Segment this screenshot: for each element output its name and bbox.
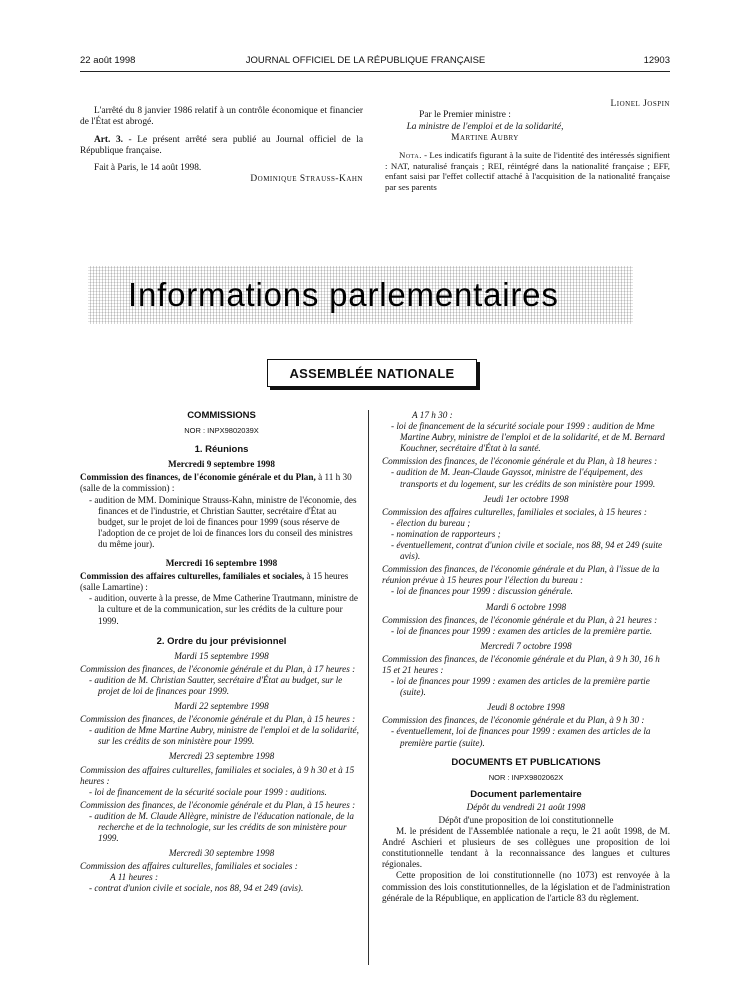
nor-right: NOR : INPX9802062X (488, 772, 564, 782)
entry-item: - audition de M. Christian Sautter, secrétaire d'État au budget, sur le projet de loi de finances pour 1999. (89, 674, 343, 696)
entry-commission: Commission des finances, de l'économie générale et du Plan, à 18 heures : (382, 456, 658, 467)
nor-left: NOR : INPX9802039X (184, 426, 259, 436)
entry-item: - loi de financement de la sécurité sociale pour 1999 : audition de Mme Martine Aubry, ministre de l'emploi et de la solidarité, et de M. Bernard Kouchner, secrétaire d'État à la santé. (391, 421, 665, 454)
date-heading: Mardi 22 septembre 1998 (174, 701, 269, 712)
fait-a-paris: Fait à Paris, le 14 août 1998. (94, 163, 202, 174)
premier-ministre: Par le Premier ministre : (419, 110, 511, 121)
renvoi-paragraph: Cette proposition de loi constitutionnelle (no 1073) est renvoyée à la commission des lois constitutionnelles, de la législation et de l'administration générale de la République, en application de l'article 83 du règlement. (382, 870, 670, 903)
depot-title: Dépôt d'une proposition de loi constitutionnelle (438, 815, 614, 825)
nota-body: - Les indicatifs figurant à la suite de l'identité des intéressés signifient : NAT, naturalisé français ; REI, réintégré dans la nationalité française ; EFF, enfant saisi par l'effet collectif attaché à l'acquisition de la nationalité française par ses parents (385, 150, 670, 192)
date-heading: Mardi 15 septembre 1998 (174, 650, 269, 661)
entry-commission: Commission des finances, de l'économie générale et du Plan, à 15 heures : (80, 714, 356, 725)
entry-item: - audition, ouverte à la presse, de Mme Catherine Trautmann, ministre de la culture et de la communication, sur les crédits de la culture pour 1999. (89, 593, 358, 626)
entry-commission: Commission des finances, de l'économie générale et du Plan, à 21 heures : (382, 614, 658, 625)
top-left-block (80, 106, 363, 186)
entry-time: A 17 h 30 : (412, 410, 453, 420)
entry-commission: Commission des affaires culturelles, familiales et sociales : (80, 861, 298, 872)
header-page: 12903 (643, 55, 670, 66)
depot-paragraph: M. le président de l'Assemblée nationale a reçu, le 21 août 1998, de M. André Aschieri et plusieurs de ses collègues une proposition de loi constitutionnelle tendant à la reconnaissance des langues et cultures régionales. (382, 826, 670, 870)
ministre-title: La ministre de l'emploi et de la solidarité, (406, 121, 564, 132)
signature-aubry: Martine Aubry (451, 132, 519, 143)
entry-item: - élection du bureau ; (391, 517, 471, 528)
depot-date: Dépôt du vendredi 21 août 1998 (466, 801, 586, 812)
entry-commission: Commission des finances, de l'économie générale et du Plan, à 11 h 30 (salle de la commission) : (80, 472, 352, 494)
entry-item: - nomination de rapporteurs ; (391, 528, 501, 539)
entry-time: A 11 heures : (110, 872, 159, 883)
header-rule (80, 71, 670, 72)
documents-heading: DOCUMENTS ET PUBLICATIONS (451, 756, 601, 768)
entry-commission: Commission des finances, de l'économie générale et du Plan, à 9 h 30 : (382, 715, 645, 726)
entry-item: - contrat d'union civile et sociale, nos 88, 94 et 249 (avis). (89, 883, 304, 894)
entry-item: - loi de finances pour 1999 : examen des articles de la première partie (suite). (391, 676, 650, 698)
date-heading: Mardi 6 octobre 1998 (485, 601, 567, 612)
date-heading: Jeudi 8 octobre 1998 (487, 702, 565, 713)
entry-commission: Commission des finances, de l'économie générale et du Plan, à l'issue de la réunion prévue à 15 heures pour l'élection du bureau : (382, 564, 660, 586)
entry-commission: Commission des affaires culturelles, familiales et sociales, à 15 heures : (382, 506, 647, 517)
top-right-block (385, 99, 670, 192)
entry-item: - éventuellement, contrat d'union civile et sociale, nos 88, 94 et 249 (suite avis). (391, 540, 663, 562)
entry-item: - loi de financement de la sécurité sociale pour 1999 : auditions. (89, 786, 327, 797)
entry-item: - audition de M. Jean-Claude Gayssot, ministre de l'équipement, des transports et du logement, sur les crédits de son ministère pour 1999. (391, 467, 656, 489)
header-journal: JOURNAL OFFICIEL DE LA RÉPUBLIQUE FRANÇAISE (245, 55, 486, 66)
entry-commission: Commission des finances, de l'économie générale et du Plan, à 9 h 30, 16 h 15 et 21 heures : (382, 653, 660, 675)
section-title: ASSEMBLÉE NATIONALE (289, 365, 455, 381)
date-heading: Mercredi 16 septembre 1998 (165, 558, 278, 569)
entry-item: - audition de M. Claude Allègre, ministre de l'éducation nationale, de la recherche et de la technologie, sur les crédits de son ministère pour 1999. (89, 810, 354, 844)
entry-commission: Commission des affaires culturelles, familiales et sociales, à 15 heures (salle Lamartine) : (80, 571, 349, 593)
document-title: Document parlementaire (470, 788, 582, 800)
date-heading: Mercredi 9 septembre 1998 (168, 459, 275, 470)
entry-item: - loi de finances pour 1999 : discussion générale. (391, 586, 573, 597)
abrogation-text: L'arrêté du 8 janvier 1986 relatif à un contrôle économique et financier de l'État est abrogé. (80, 106, 363, 128)
entry-item: - loi de finances pour 1999 : examen des articles de la première partie. (391, 625, 653, 636)
left-column (80, 410, 363, 895)
section-title-box (267, 359, 477, 387)
entry-commission: Commission des finances, de l'économie générale et du Plan, à 17 heures : (80, 663, 356, 674)
nota-label: Nota. (399, 150, 422, 161)
date-heading: Mercredi 7 octobre 1998 (480, 640, 572, 651)
entry-item: - éventuellement, loi de finances pour 1999 : examen des articles de la première partie (suite). (391, 726, 651, 748)
signature-jospin: Lionel Jospin (610, 99, 670, 109)
column-divider (368, 410, 369, 965)
ordre-heading: 2. Ordre du jour prévisionnel (156, 635, 287, 647)
date-heading: Jeudi 1er octobre 1998 (483, 493, 569, 504)
article-3-text: - Le présent arrêté sera publié au Journal officiel de la République française. (80, 134, 363, 156)
reunions-heading: 1. Réunions (194, 444, 249, 456)
article-3 (80, 135, 363, 158)
right-column (382, 410, 670, 904)
entry-commission: Commission des finances, de l'économie générale et du Plan, à 15 heures : (80, 799, 356, 810)
entry-item: - audition de Mme Martine Aubry, ministre de l'emploi et de la solidarité, sur les crédits de son ministère pour 1999. (89, 725, 359, 747)
date-heading: Mercredi 30 septembre 1998 (168, 848, 275, 859)
header-date: 22 août 1998 (80, 55, 136, 66)
banner-title: Informations parlementaires (128, 276, 559, 313)
nota-text (385, 150, 670, 192)
signature-strauss-kahn: Dominique Strauss-Kahn (250, 174, 363, 185)
entry-commission: Commission des affaires culturelles, familiales et sociales, à 9 h 30 et à 15 heures : (80, 764, 355, 786)
date-heading: Mercredi 23 septembre 1998 (168, 751, 275, 762)
article-3-label: Art. 3. (94, 134, 123, 145)
commissions-heading: COMMISSIONS (187, 410, 256, 421)
entry-item: - audition de MM. Dominique Strauss-Kahn, ministre de l'économie, des finances et de l'industrie, et Christian Sautter, secrétaire d'État au budget, sur le projet de loi de finances pour 1999 (sous réserve de l'adoption de ce projet de loi de finances lors du conseil des ministres du même jour). (89, 494, 357, 549)
